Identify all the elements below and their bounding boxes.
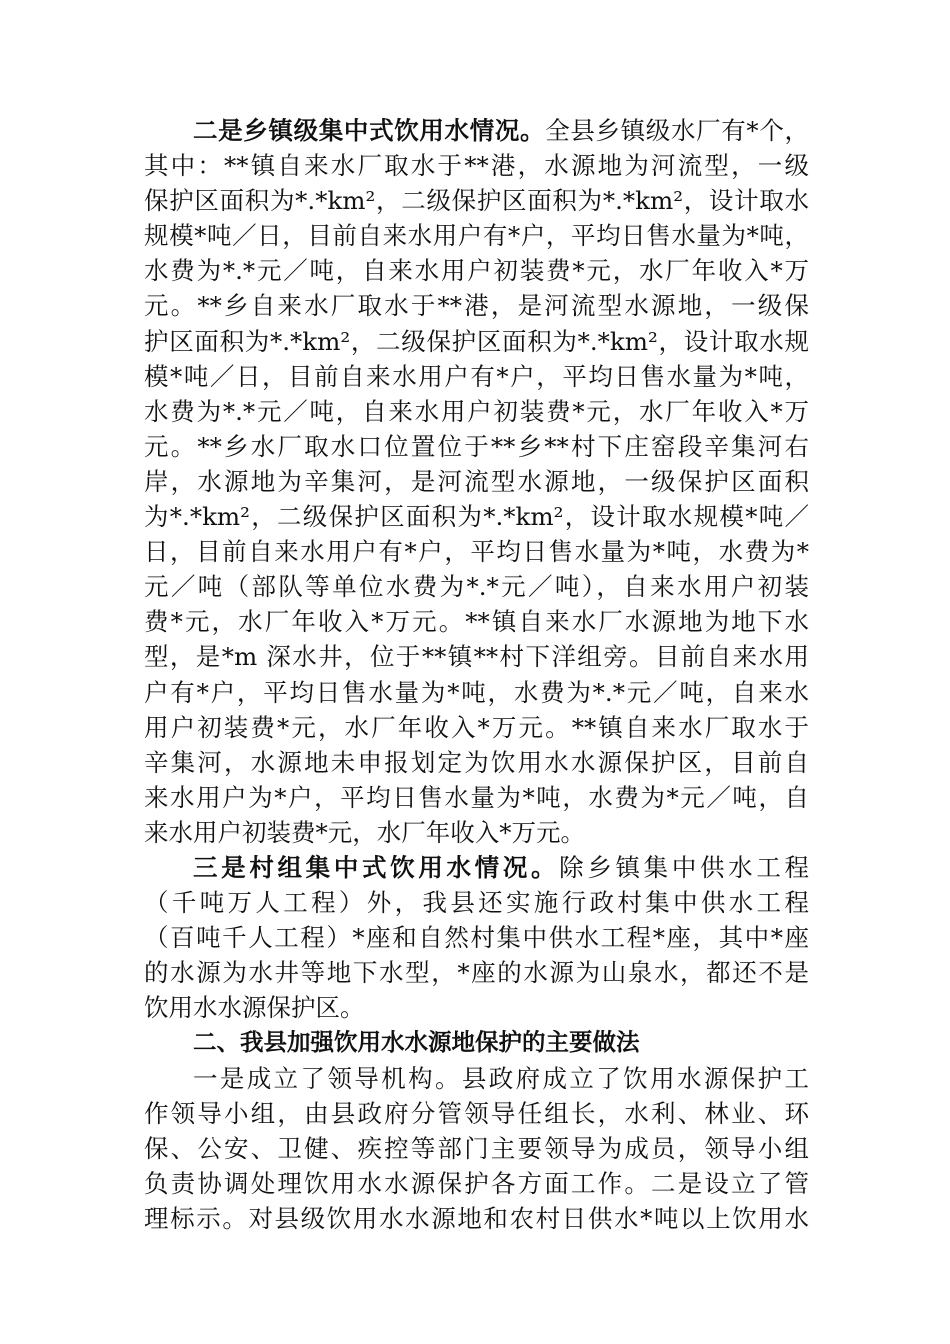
text-line: 用户初装费*元，水厂年收入*万元。**镇自来水厂取水于 xyxy=(144,712,809,742)
text-line: 全县乡镇级水厂有*个， xyxy=(545,116,809,145)
text-line: 户有*户，平均日售水量为*吨，水费为*.*元／吨，自来水 xyxy=(144,677,809,707)
text-line: 一是成立了领导机构。县政府成立了饮用水源保护工 xyxy=(193,1063,809,1093)
paragraph-lead: 三是村组集中式饮用水情况。 xyxy=(193,852,560,882)
text-line: 元。**乡水厂取水口位置位于**乡**村下庄窑段辛集河右 xyxy=(144,431,809,461)
text-line: 其中：**镇自来水厂取水于**港，水源地为河流型，一级 xyxy=(144,151,809,181)
paragraph-lead: 二是乡镇级集中式饮用水情况。 xyxy=(193,116,546,145)
text-line: （千吨万人工程）外，我县还实施行政村集中供水工程 xyxy=(144,888,809,918)
text-line: 理标示。对县级饮用水水源地和农村日供水*吨以上饮用水 xyxy=(144,1203,809,1233)
text-line: 辛集河，水源地未申报划定为饮用水水源保护区，目前自 xyxy=(144,747,809,777)
text-line: 岸，水源地为辛集河，是河流型水源地，一级保护区面积 xyxy=(144,466,809,496)
text-line: 的水源为水井等地下水型，*座的水源为山泉水，都还不是 xyxy=(144,958,809,988)
text-line: （百吨千人工程）*座和自然村集中供水工程*座，其中*座 xyxy=(144,923,809,953)
section-heading: 二、我县加强饮用水水源地保护的主要做法 xyxy=(193,1028,640,1057)
text-line: 保护区面积为*.*km²，二级保护区面积为*.*km²，设计取水 xyxy=(144,186,809,216)
paragraph-first-line xyxy=(144,850,809,885)
text-line: 元／吨（部队等单位水费为*.*元／吨），自来水用户初装 xyxy=(144,572,809,602)
text-line: 保、公安、卫健、疾控等部门主要领导为成员，领导小组 xyxy=(144,1133,809,1163)
paragraph-village-water xyxy=(144,850,809,1025)
text-line: 水费为*.*元／吨，自来水用户初装费*元，水厂年收入*万 xyxy=(144,396,809,426)
text-line: 负责协调处理饮用水水源保护各方面工作。二是设立了管 xyxy=(144,1168,809,1198)
text-line: 来水用户为*户，平均日售水量为*吨，水费为*元／吨，自 xyxy=(144,782,809,812)
paragraph-measures xyxy=(144,1061,809,1236)
text-line: 为*.*km²，二级保护区面积为*.*km²，设计取水规模*吨／ xyxy=(144,502,809,532)
text-line: 日，目前自来水用户有*户，平均日售水量为*吨，水费为* xyxy=(144,537,809,567)
paragraph-township-water xyxy=(144,113,809,850)
document-page xyxy=(144,113,809,1236)
text-line: 费*元，水厂年收入*万元。**镇自来水厂水源地为地下水 xyxy=(144,607,809,637)
text-line: 型，是*m 深水井，位于**镇**村下洋组旁。目前自来水用 xyxy=(144,642,809,672)
paragraph-first-line xyxy=(144,113,809,148)
text-line: 除乡镇集中供水工程 xyxy=(559,852,809,882)
text-line: 饮用水水源保护区。 xyxy=(144,993,365,1023)
text-line: 来水用户初装费*元，水厂年收入*万元。 xyxy=(144,817,585,847)
text-line: 元。**乡自来水厂取水于**港，是河流型水源地，一级保 xyxy=(144,291,809,321)
text-line: 护区面积为*.*km²，二级保护区面积为*.*km²，设计取水规 xyxy=(144,326,809,356)
text-line: 模*吨／日，目前自来水用户有*户，平均日售水量为*吨， xyxy=(144,361,809,391)
text-line: 规模*吨／日，目前自来水用户有*户，平均日售水量为*吨， xyxy=(144,221,809,251)
text-line: 水费为*.*元／吨，自来水用户初装费*元，水厂年收入*万 xyxy=(144,256,809,286)
text-line: 作领导小组，由县政府分管领导任组长，水利、林业、环 xyxy=(144,1098,809,1128)
